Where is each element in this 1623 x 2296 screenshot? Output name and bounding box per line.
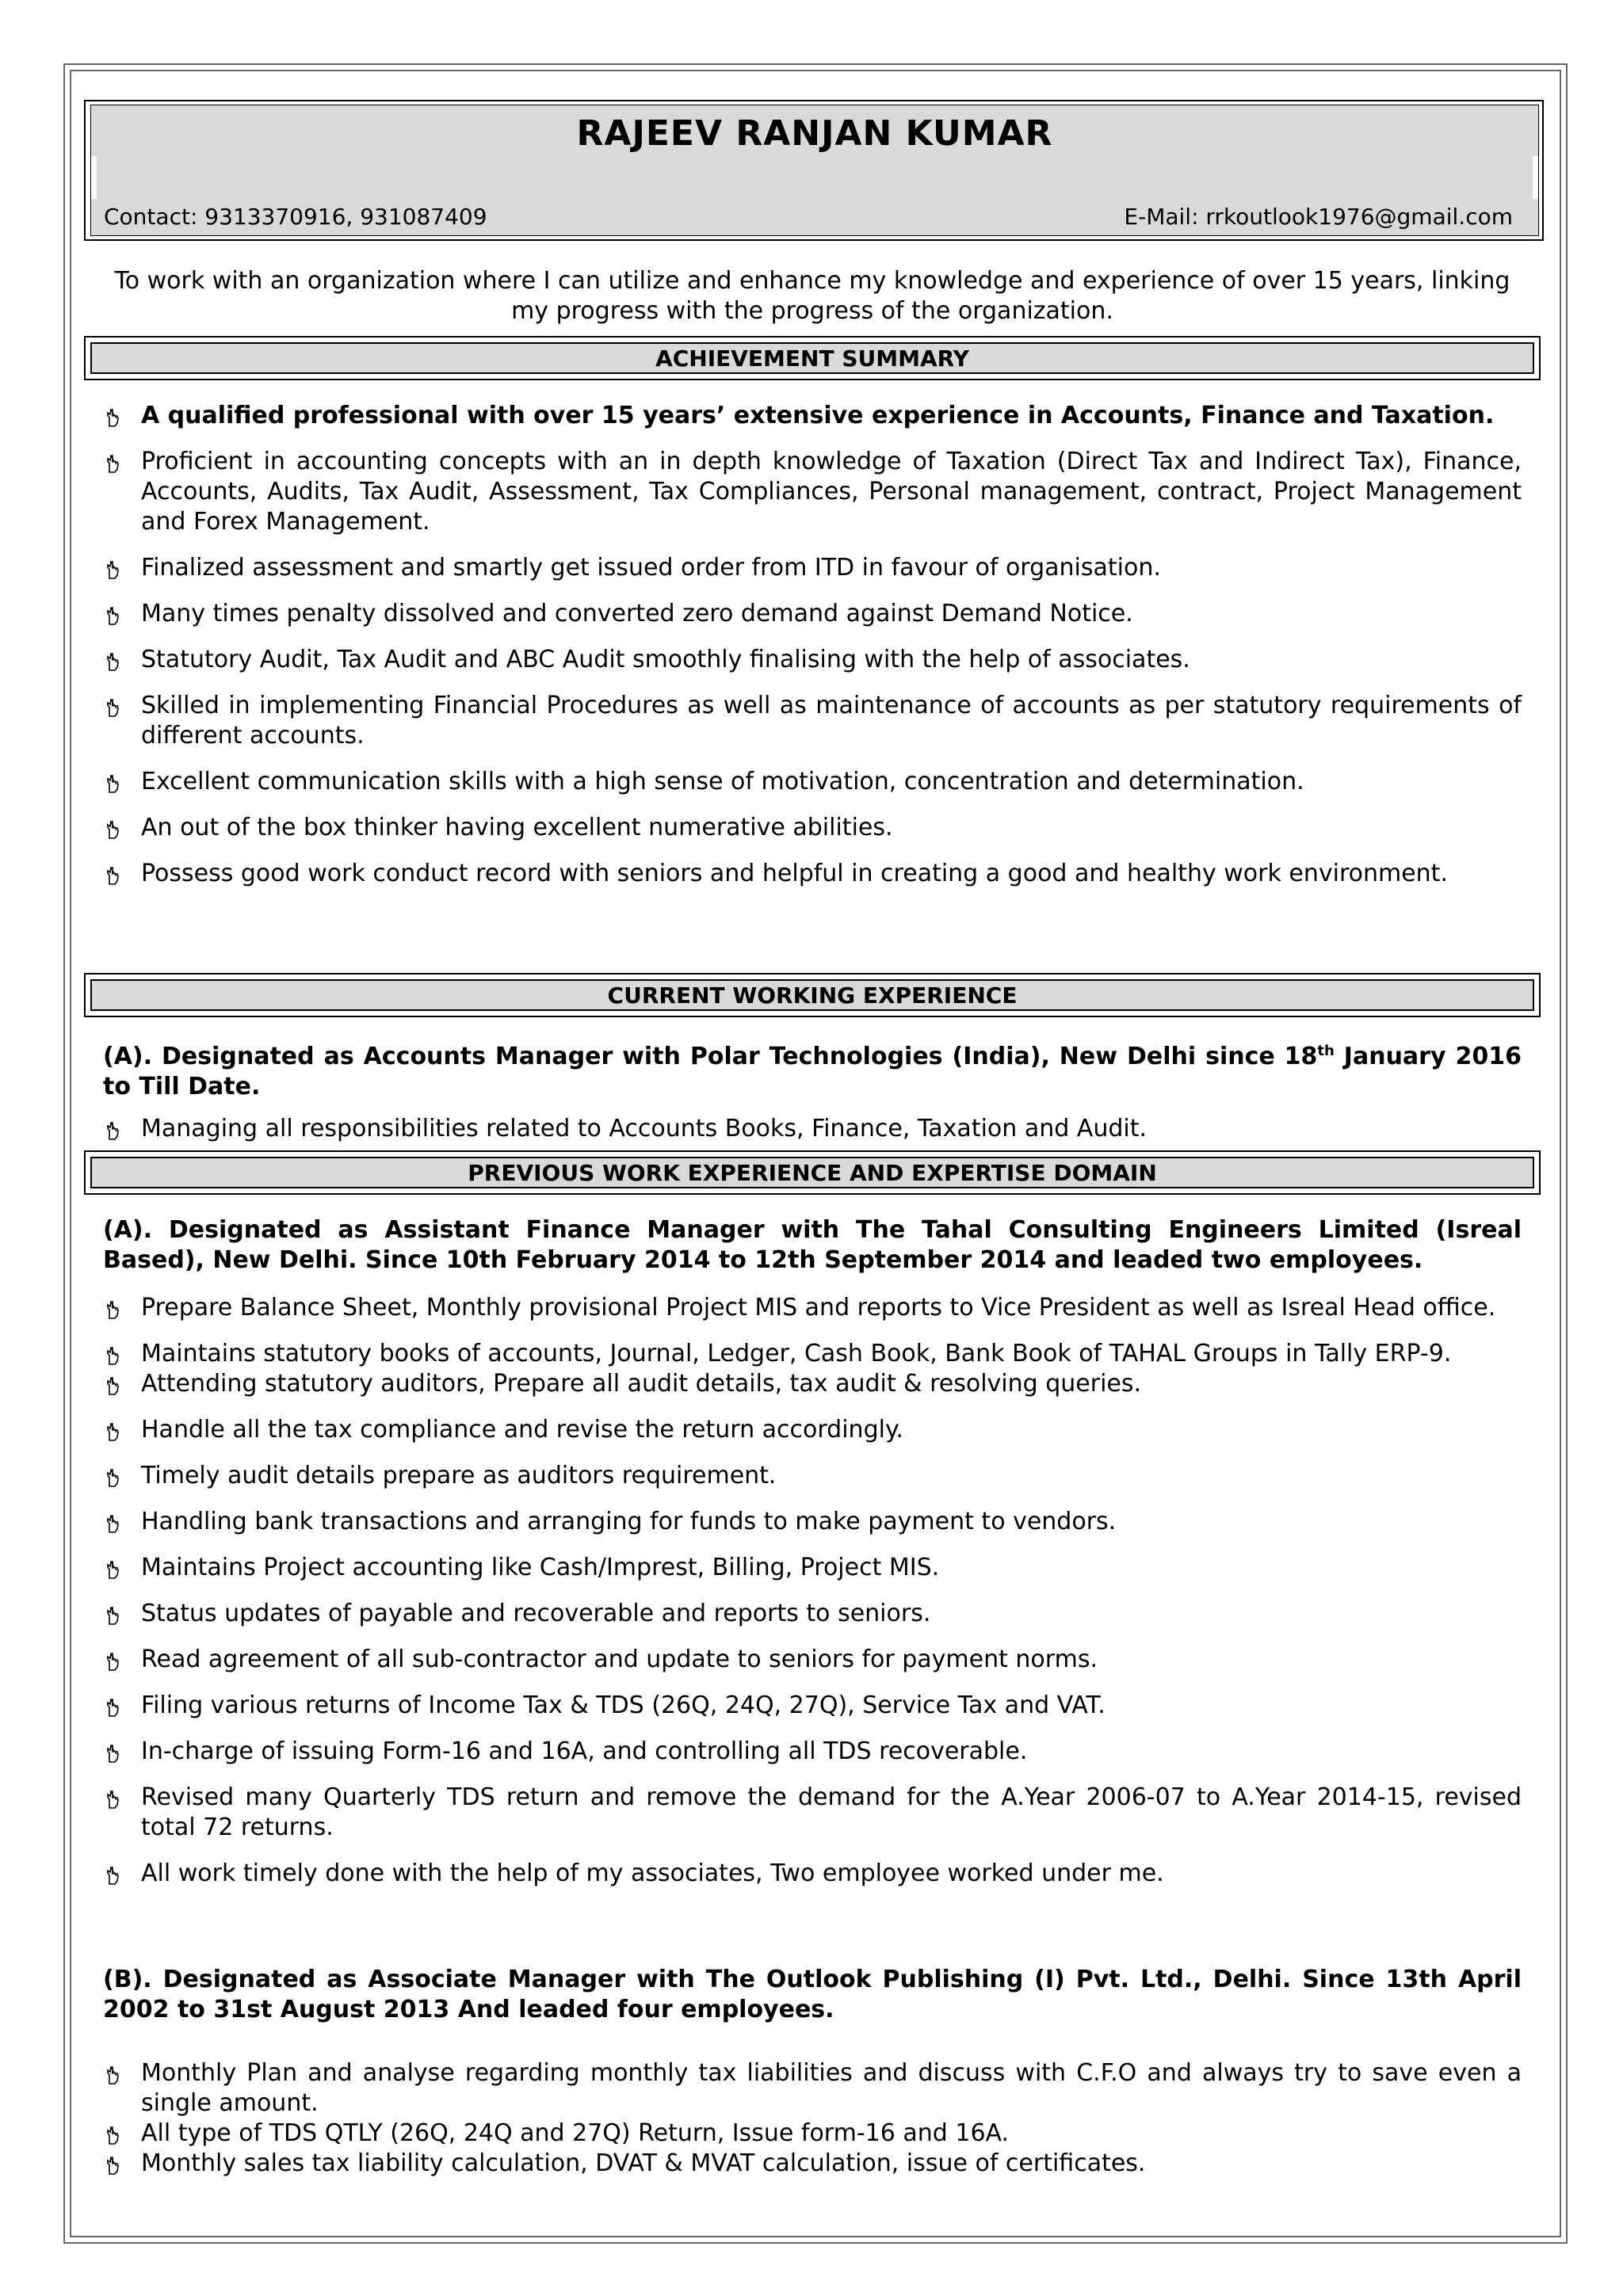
list-item: All work timely done with the help of my associates, Two employee worked under me.	[103, 1859, 1522, 1889]
achievement-list	[103, 401, 1522, 889]
hand-pointer-icon	[105, 407, 122, 428]
hand-pointer-icon	[105, 2065, 122, 2085]
list-item: Monthly Plan and analyse regarding monthly tax liabilities and discuss with C.F.O and always try to save even a single amount.	[103, 2058, 1522, 2119]
list-item: Handling bank transactions and arranging for funds to make payment to vendors.	[103, 1507, 1522, 1537]
list-item: Prepare Balance Sheet, Monthly provisional Project MIS and reports to Vice President as well as Isreal Head office.	[103, 1293, 1522, 1323]
hand-pointer-icon	[105, 865, 122, 886]
current-job-title: (A). Designated as Accounts Manager with Polar Technologies (India), New Delhi since 18th January 2016 to Till Date.	[103, 1043, 1522, 1100]
hand-pointer-icon	[105, 1120, 122, 1141]
list-item: Finalized assessment and smartly get issued order from ITD in favour of organisation.	[103, 553, 1522, 583]
hand-pointer-icon	[105, 1299, 122, 1320]
achievement-section-header	[84, 336, 1541, 380]
career-objective: To work with an organization where I can utilize and enhance my knowledge and experience of over 15 years, linking my progress with the progress of the organization.	[114, 267, 1510, 325]
list-item: Many times penalty dissolved and converted zero demand against Demand Notice.	[103, 599, 1522, 629]
email-address: E-Mail: rrkoutlook1976@gmail.com	[1124, 204, 1513, 230]
hand-pointer-icon	[105, 1375, 122, 1396]
list-item: Timely audit details prepare as auditors requirement.	[103, 1461, 1522, 1491]
hand-pointer-icon	[105, 1513, 122, 1534]
list-item: An out of the box thinker having excellent numerative abilities.	[103, 813, 1522, 843]
hand-pointer-icon	[105, 1651, 122, 1672]
hand-pointer-icon	[105, 1789, 122, 1810]
section-title: ACHIEVEMENT SUMMARY	[90, 342, 1534, 374]
hand-pointer-icon	[105, 697, 122, 718]
list-item: Attending statutory auditors, Prepare all audit details, tax audit & resolving queries.	[103, 1369, 1522, 1399]
candidate-name: RAJEEV RANJAN KUMAR	[576, 113, 1053, 154]
hand-pointer-icon	[105, 453, 122, 474]
contact-numbers: Contact: 9313370916, 931087409	[104, 204, 487, 230]
list-item: Possess good work conduct record with seniors and helpful in creating a good and healthy work environment.	[103, 859, 1522, 889]
list-item: Maintains Project accounting like Cash/Imprest, Billing, Project MIS.	[103, 1553, 1522, 1583]
hand-pointer-icon	[105, 2155, 122, 2176]
list-item: A qualified professional with over 15 years’ extensive experience in Accounts, Finance and Taxation.	[103, 401, 1522, 431]
section-title: CURRENT WORKING EXPERIENCE	[90, 979, 1534, 1011]
previous-job-b-list	[103, 2058, 1522, 2179]
header-panel	[90, 105, 1539, 236]
previous-job-a-title: (A). Designated as Assistant Finance Manager with The Tahal Consulting Engineers Limited (Isreal Based), New Delhi. Since 10th February 2014 to 12th September 2014 and leaded two employees.	[103, 1216, 1522, 1274]
list-item: Managing all responsibilities related to Accounts Books, Finance, Taxation and Audit.	[103, 1114, 1522, 1144]
current-responsibilities-list	[103, 1114, 1522, 1144]
list-item: Read agreement of all sub-contractor and update to seniors for payment norms.	[103, 1645, 1522, 1675]
hand-pointer-icon	[105, 773, 122, 794]
section-title: PREVIOUS WORK EXPERIENCE AND EXPERTISE DOMAIN	[90, 1157, 1534, 1188]
list-item: All type of TDS QTLY (26Q, 24Q and 27Q) Return, Issue form-16 and 16A.	[103, 2119, 1522, 2149]
list-item: Skilled in implementing Financial Procedures as well as maintenance of accounts as per statutory requirements of different accounts.	[103, 691, 1522, 751]
list-item: Status updates of payable and recoverable and reports to seniors.	[103, 1599, 1522, 1629]
list-item: Statutory Audit, Tax Audit and ABC Audit smoothly finalising with the help of associates.	[103, 645, 1522, 675]
list-item: Revised many Quarterly TDS return and remove the demand for the A.Year 2006-07 to A.Year 2014-15, revised total 72 returns.	[103, 1783, 1522, 1843]
list-item: Filing various returns of Income Tax & TDS (26Q, 24Q, 27Q), Service Tax and VAT.	[103, 1691, 1522, 1721]
hand-pointer-icon	[105, 2125, 122, 2145]
hand-pointer-icon	[105, 1421, 122, 1442]
current-experience-section-header	[84, 973, 1541, 1017]
hand-pointer-icon	[105, 1559, 122, 1580]
hand-pointer-icon	[105, 819, 122, 840]
hand-pointer-icon	[105, 1865, 122, 1886]
list-item: Monthly sales tax liability calculation, DVAT & MVAT calculation, issue of certificates.	[103, 2149, 1522, 2179]
list-item: In-charge of issuing Form-16 and 16A, and controlling all TDS recoverable.	[103, 1737, 1522, 1767]
hand-pointer-icon	[105, 1743, 122, 1764]
hand-pointer-icon	[105, 1467, 122, 1488]
hand-pointer-icon	[105, 559, 122, 580]
list-item: Proficient in accounting concepts with an in depth knowledge of Taxation (Direct Tax and Indirect Tax), Finance, Accounts, Audits, Tax Audit, Assessment, Tax Compliances, Personal management, contract, Project Management and Forex Management.	[103, 447, 1522, 537]
list-item: Excellent communication skills with a high sense of motivation, concentration and determination.	[103, 767, 1522, 797]
list-item: Maintains statutory books of accounts, Journal, Ledger, Cash Book, Bank Book of TAHAL Groups in Tally ERP-9.	[103, 1339, 1522, 1369]
list-item: Handle all the tax compliance and revise the return accordingly.	[103, 1415, 1522, 1445]
hand-pointer-icon	[105, 1345, 122, 1366]
hand-pointer-icon	[105, 1605, 122, 1626]
previous-experience-section-header	[84, 1150, 1541, 1195]
previous-job-a-list	[103, 1293, 1522, 1889]
hand-pointer-icon	[105, 605, 122, 626]
previous-job-b-title: (B). Designated as Associate Manager with The Outlook Publishing (I) Pvt. Ltd., Delhi. Since 13th April 2002 to 31st August 2013 And leaded four employees.	[103, 1966, 1522, 2023]
hand-pointer-icon	[105, 651, 122, 672]
hand-pointer-icon	[105, 1697, 122, 1718]
